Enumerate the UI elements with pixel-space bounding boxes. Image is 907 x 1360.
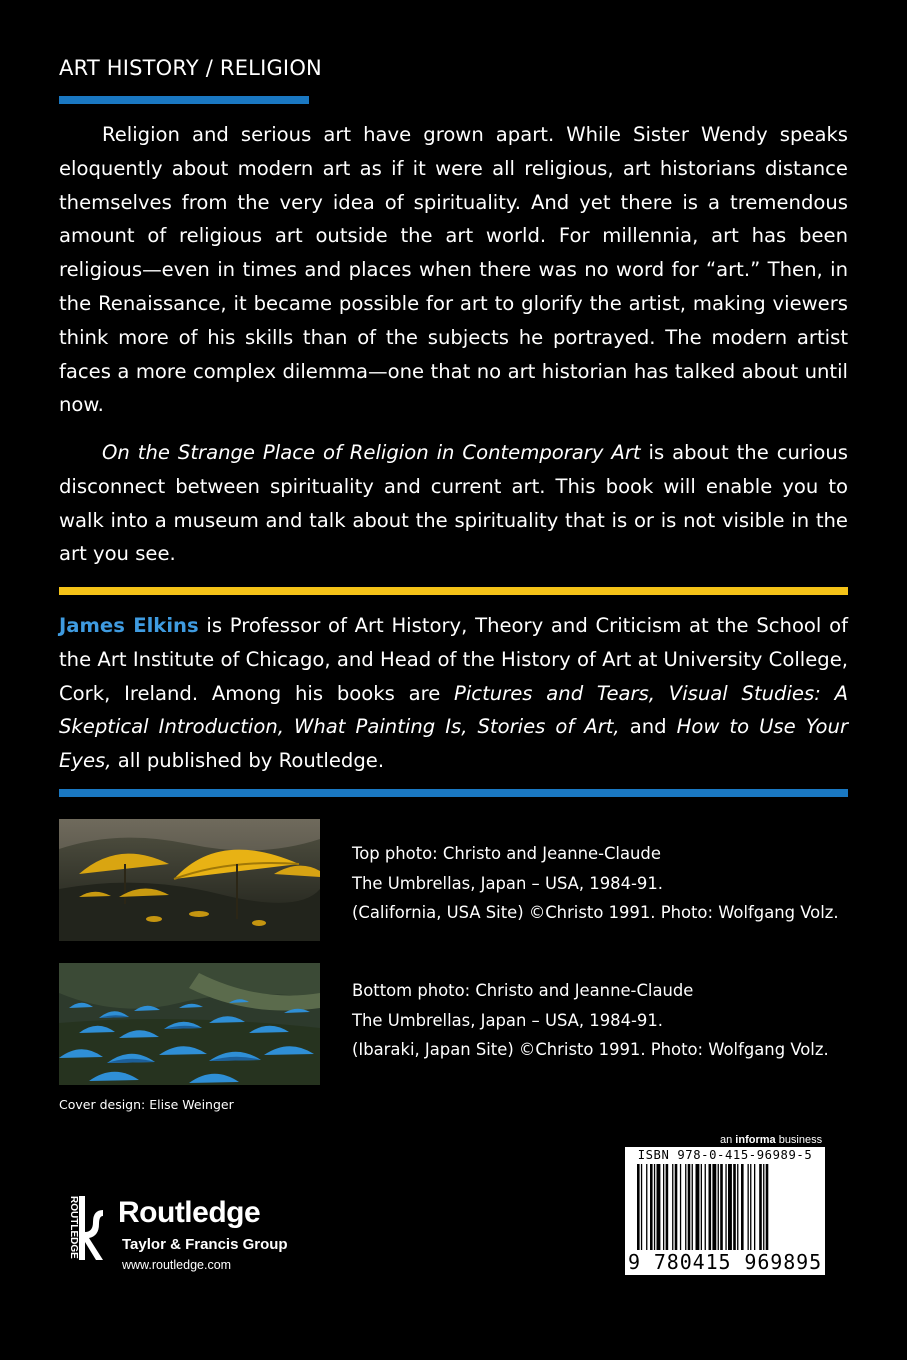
cover-design-credit: Cover design: Elise Weinger [59,1097,234,1112]
publisher-name: Routledge [118,1196,261,1229]
barcode-bar [641,1164,642,1250]
barcode-bar [728,1164,732,1250]
top-photo-caption [352,839,872,928]
barcode-bar [675,1164,678,1250]
barcode-bar [725,1164,726,1250]
author-bio-text: is Professor of Art History, Theory and Criticism at the School of the Art Institute of Chicago, and Head of the History of Art at University College, Cork, Ireland. Among his books are [59,614,848,705]
description-paragraph-2 [59,436,848,571]
informa-brand: informa [735,1134,776,1146]
caption-line: (California, USA Site) ©Christo 1991. Photo: Wolfgang Volz. [352,903,839,922]
publisher-group: Taylor & Francis Group [122,1236,288,1253]
barcode-bar [657,1164,661,1250]
yellow-rule [59,587,848,595]
barcode-bar [701,1164,702,1250]
author-bio [59,609,848,778]
informa-prefix: an [720,1134,736,1146]
barcode-bar [637,1164,640,1250]
author-bio-and: and [619,715,677,739]
barcode-bar [696,1164,700,1250]
barcode-bar [720,1164,723,1250]
routledge-logo-mark-icon [59,1192,107,1264]
barcode-bar [741,1164,744,1250]
author-name: James Elkins [59,614,199,637]
barcode-bar [663,1164,664,1250]
caption-line: Top photo: Christo and Jeanne-Claude [352,844,661,863]
barcode-bar [680,1164,681,1250]
author-books-list: Pictures and Tears, Visual Studies: A Skeptical Introduction, What Painting Is, Stories of Art, [59,681,848,739]
author-bio-end: all published by Routledge. [111,749,385,773]
barcode-bar [672,1164,673,1250]
description-paragraph-1: Religion and serious art have grown apart. While Sister Wendy speaks eloquently about modern art as if it were all religious, art historians distance themselves from the very idea of spirituality. And yet there is a tremendous amount of religious art outside the art world. For millennia, art has been religious—even in times and places when there was no word for “art.” Then, in the Renaissance, it became possible for art to glorify the artist, making viewers think more of his skills than of the subjects he portrayed. The modern artist faces a more complex dilemma—one that no art historian has talked about until now. [59,123,848,417]
informa-suffix: business [775,1134,823,1146]
caption-line: Bottom photo: Christo and Jeanne-Claude [352,981,694,1000]
barcode-bar [692,1164,693,1250]
caption-line: The Umbrellas, Japan – USA, 1984-91. [352,1010,663,1030]
blue-umbrellas-photo [59,963,320,1085]
book-title: On the Strange Place of Religion in Contemporary Art [102,441,641,464]
author-last-book: How to Use Your Eyes, [59,715,849,773]
top-blue-rule [59,96,309,104]
caption-line: The Umbrellas, Japan – USA, 1984-91. [352,873,663,893]
bottom-blue-rule [59,789,848,797]
ean-number: 9 780415 969895 [627,1250,823,1274]
barcode-bar [646,1164,647,1250]
barcode-bar [766,1164,769,1250]
caption-line: (Ibaraki, Japan Site) ©Christo 1991. Photo: Wolfgang Volz. [352,1040,829,1059]
informa-tagline [720,1134,822,1146]
barcode-bar [709,1164,712,1250]
barcode-bar [748,1164,749,1250]
barcode-bar [654,1164,655,1250]
barcode-bar [754,1164,755,1250]
isbn-number: ISBN 978-0-415-96989-5 [637,1148,813,1162]
barcode-bar [737,1164,738,1250]
publisher-url: www.routledge.com [122,1258,232,1272]
barcode-bars [637,1164,813,1250]
barcode-bar [685,1164,686,1250]
barcode-bar [688,1164,691,1250]
isbn-barcode [625,1147,825,1275]
barcode-bar [750,1164,751,1250]
description-paragraph-2-text: is about the curious disconnect between spirituality and current art. This book will enable you to walk into a museum and talk about the spirituality that is or is not visible in the art you see. [59,441,849,566]
vertical-brand-text: ROUTLEDGE [68,1196,79,1259]
barcode-bar [666,1164,669,1250]
routledge-logo [59,1188,379,1278]
barcode-bar [712,1164,716,1250]
barcode-bar [650,1164,653,1250]
barcode-bar [733,1164,736,1250]
barcode-bar [718,1164,719,1250]
yellow-umbrellas-photo [59,819,320,941]
barcode-bar [759,1164,762,1250]
bottom-photo-caption [352,976,872,1065]
barcode-bar [705,1164,706,1250]
category-label: ART HISTORY / RELIGION [59,56,322,80]
barcode-bar [763,1164,764,1250]
